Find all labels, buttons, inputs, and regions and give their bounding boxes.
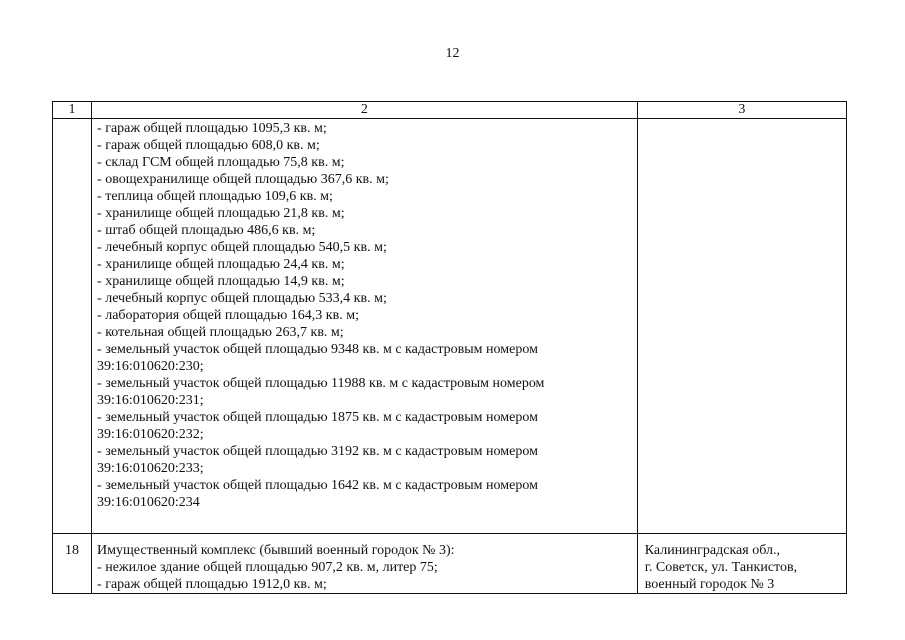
list-item: 39:16:010620:233; (97, 461, 204, 476)
list-item: - хранилище общей площадью 21,8 кв. м; (97, 206, 345, 221)
list-item: - склад ГСМ общей площадью 75,8 кв. м; (97, 155, 345, 170)
list-item: - земельный участок общей площадью 3192 кв. м с кадастровым номером (97, 444, 538, 459)
list-item: - хранилище общей площадью 24,4 кв. м; (97, 257, 345, 272)
table-header-row (53, 102, 847, 119)
list-item: - хранилище общей площадью 14,9 кв. м; (97, 274, 345, 289)
list-item: Имущественный комплекс (бывший военный городок № 3): (97, 543, 455, 558)
list-item: - штаб общей площадью 486,6 кв. м; (97, 223, 316, 238)
list-item: 39:16:010620:234 (97, 495, 200, 510)
list-item: - земельный участок общей площадью 1875 кв. м с кадастровым номером (97, 410, 538, 425)
list-item: - овощехранилище общей площадью 367,6 кв. м; (97, 172, 389, 187)
address-line: военный городок № 3 (644, 577, 775, 592)
address-text (638, 534, 846, 593)
list-item: - лаборатория общей площадью 164,3 кв. м; (97, 308, 359, 323)
list-item: 39:16:010620:230; (97, 359, 204, 374)
property-list (92, 534, 637, 593)
property-list-cell (92, 119, 638, 534)
header-cell-3: 3 (637, 102, 846, 119)
table-row-18 (53, 534, 847, 594)
list-item: - нежилое здание общей площадью 907,2 кв. м, литер 75; (97, 560, 438, 575)
property-table (52, 101, 847, 594)
address-line: г. Советск, ул. Танкистов, (644, 560, 798, 575)
list-item: - теплица общей площадью 109,6 кв. м; (97, 189, 333, 204)
address-cell (637, 119, 846, 534)
list-item: - гараж общей площадью 1912,0 кв. м; (97, 577, 327, 592)
property-list (92, 119, 637, 511)
header-cell-1: 1 (53, 102, 92, 119)
list-item: 39:16:010620:232; (97, 427, 204, 442)
list-item: - котельная общей площадью 263,7 кв. м; (97, 325, 344, 340)
list-item: - земельный участок общей площадью 9348 кв. м с кадастровым номером (97, 342, 538, 357)
table-row-continued (53, 119, 847, 534)
row-number-cell (53, 119, 92, 534)
property-list-cell (92, 534, 638, 594)
address-cell (637, 534, 846, 594)
list-item: - лечебный корпус общей площадью 533,4 кв. м; (97, 291, 387, 306)
list-item: - лечебный корпус общей площадью 540,5 кв. м; (97, 240, 387, 255)
page-number: 12 (445, 46, 460, 61)
header-cell-2: 2 (92, 102, 638, 119)
list-item: - земельный участок общей площадью 1642 кв. м с кадастровым номером (97, 478, 538, 493)
list-item: - гараж общей площадью 608,0 кв. м; (97, 138, 320, 153)
list-item: 39:16:010620:231; (97, 393, 204, 408)
row-number-cell: 18 (53, 534, 92, 594)
address-line: Калининградская обл., (644, 543, 780, 558)
list-item: - земельный участок общей площадью 11988 кв. м с кадастровым номером (97, 376, 545, 391)
list-item: - гараж общей площадью 1095,3 кв. м; (97, 121, 327, 136)
